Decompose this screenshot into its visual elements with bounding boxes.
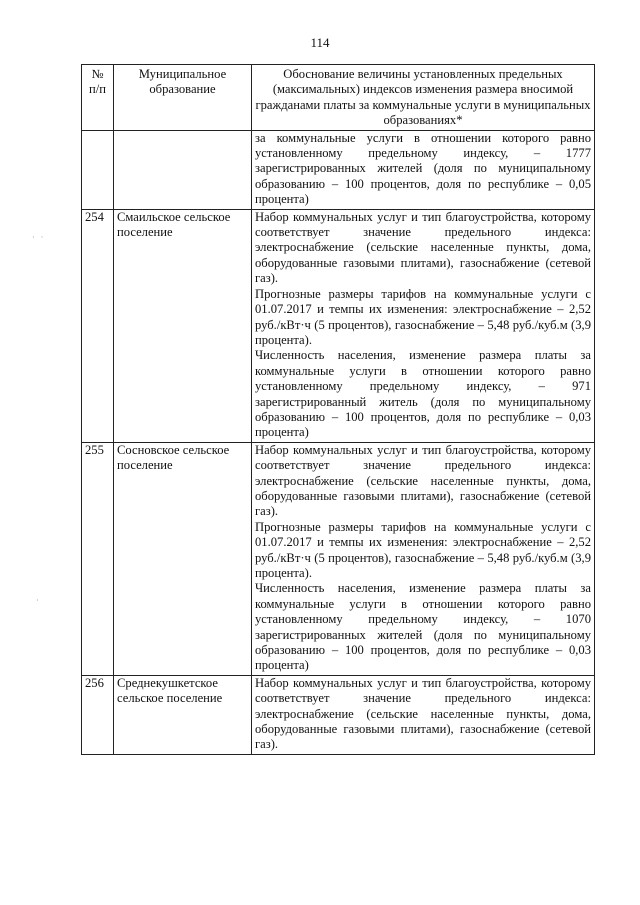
row-num: 254	[82, 209, 114, 442]
row-justification	[252, 209, 595, 442]
table-row	[82, 442, 595, 675]
scan-speck: · ·	[32, 233, 46, 242]
paragraph: Набор коммунальных услуг и тип благоустройства, которому соответствует значение предельного индекса: электроснабжение (сельские населенные пункты, дома, оборудованные газовыми плитами), газоснабжение (сетевой газ).	[255, 675, 591, 752]
header-municipality: Муниципальное образование	[114, 65, 252, 131]
row-municipality: Среднекушкетское сельское поселение	[114, 675, 252, 754]
row-justification	[252, 675, 595, 754]
tariff-justification-table	[81, 64, 595, 755]
row-municipality: Сосновское сельское поселение	[114, 442, 252, 675]
row-justification	[252, 442, 595, 675]
paragraph: Численность населения, изменение размера платы за коммунальные услуги в отношении которого равно установленному предельному индексу, – 971 зарегистрированный житель (доля по муниципальному образованию – 100 процентов, доля по республике – 0,03 процента)	[255, 348, 591, 440]
row-num: 255	[82, 442, 114, 675]
paragraph: Прогнозные размеры тарифов на коммунальные услуги с 01.07.2017 и темпы их изменения: электроснабжение – 2,52 руб./кВт·ч (5 процентов), газоснабжение – 5,48 руб./куб.м (3,9 процента).	[255, 519, 591, 580]
paragraph: Набор коммунальных услуг и тип благоустройства, которому соответствует значение предельного индекса: электроснабжение (сельские населенные пункты, дома, оборудованные газовыми плитами), газоснабжение (сетевой газ).	[255, 209, 591, 286]
table-row	[82, 209, 595, 442]
row-municipality: Смаильское сельское поселение	[114, 209, 252, 442]
row-num: 256	[82, 675, 114, 754]
paragraph: Набор коммунальных услуг и тип благоустройства, которому соответствует значение предельного индекса: электроснабжение (сельские населенные пункты, дома, оборудованные газовыми плитами), газоснабжение (сетевой газ).	[255, 442, 591, 519]
row-num	[82, 130, 114, 209]
page-number: 114	[310, 35, 330, 50]
table-header-row	[82, 65, 595, 131]
scan-speck: ·	[36, 596, 39, 605]
paragraph: Прогнозные размеры тарифов на коммунальные услуги с 01.07.2017 и темпы их изменения: электроснабжение – 2,52 руб./кВт·ч (5 процентов), газоснабжение – 5,48 руб./куб.м (3,9 процента).	[255, 286, 591, 347]
table-row	[82, 130, 595, 209]
row-municipality	[114, 130, 252, 209]
header-num: № п/п	[82, 65, 114, 131]
header-justification: Обоснование величины установленных предельных (максимальных) индексов изменения размера вносимой гражданами платы за коммунальные услуги в муниципальных образованиях*	[252, 65, 595, 131]
paragraph: Численность населения, изменение размера платы за коммунальные услуги в отношении которого равно установленному предельному индексу, – 1070 зарегистрированных жителей (доля по муниципальному образованию – 100 процентов, доля по республике – 0,03 процента)	[255, 581, 591, 673]
row-justification	[252, 130, 595, 209]
paragraph: за коммунальные услуги в отношении которого равно установленному предельному индексу, – 1777 зарегистрированных жителей (доля по муниципальному образованию – 100 процентов, доля по республике – 0,05 процента)	[255, 130, 591, 207]
table-row	[82, 675, 595, 754]
